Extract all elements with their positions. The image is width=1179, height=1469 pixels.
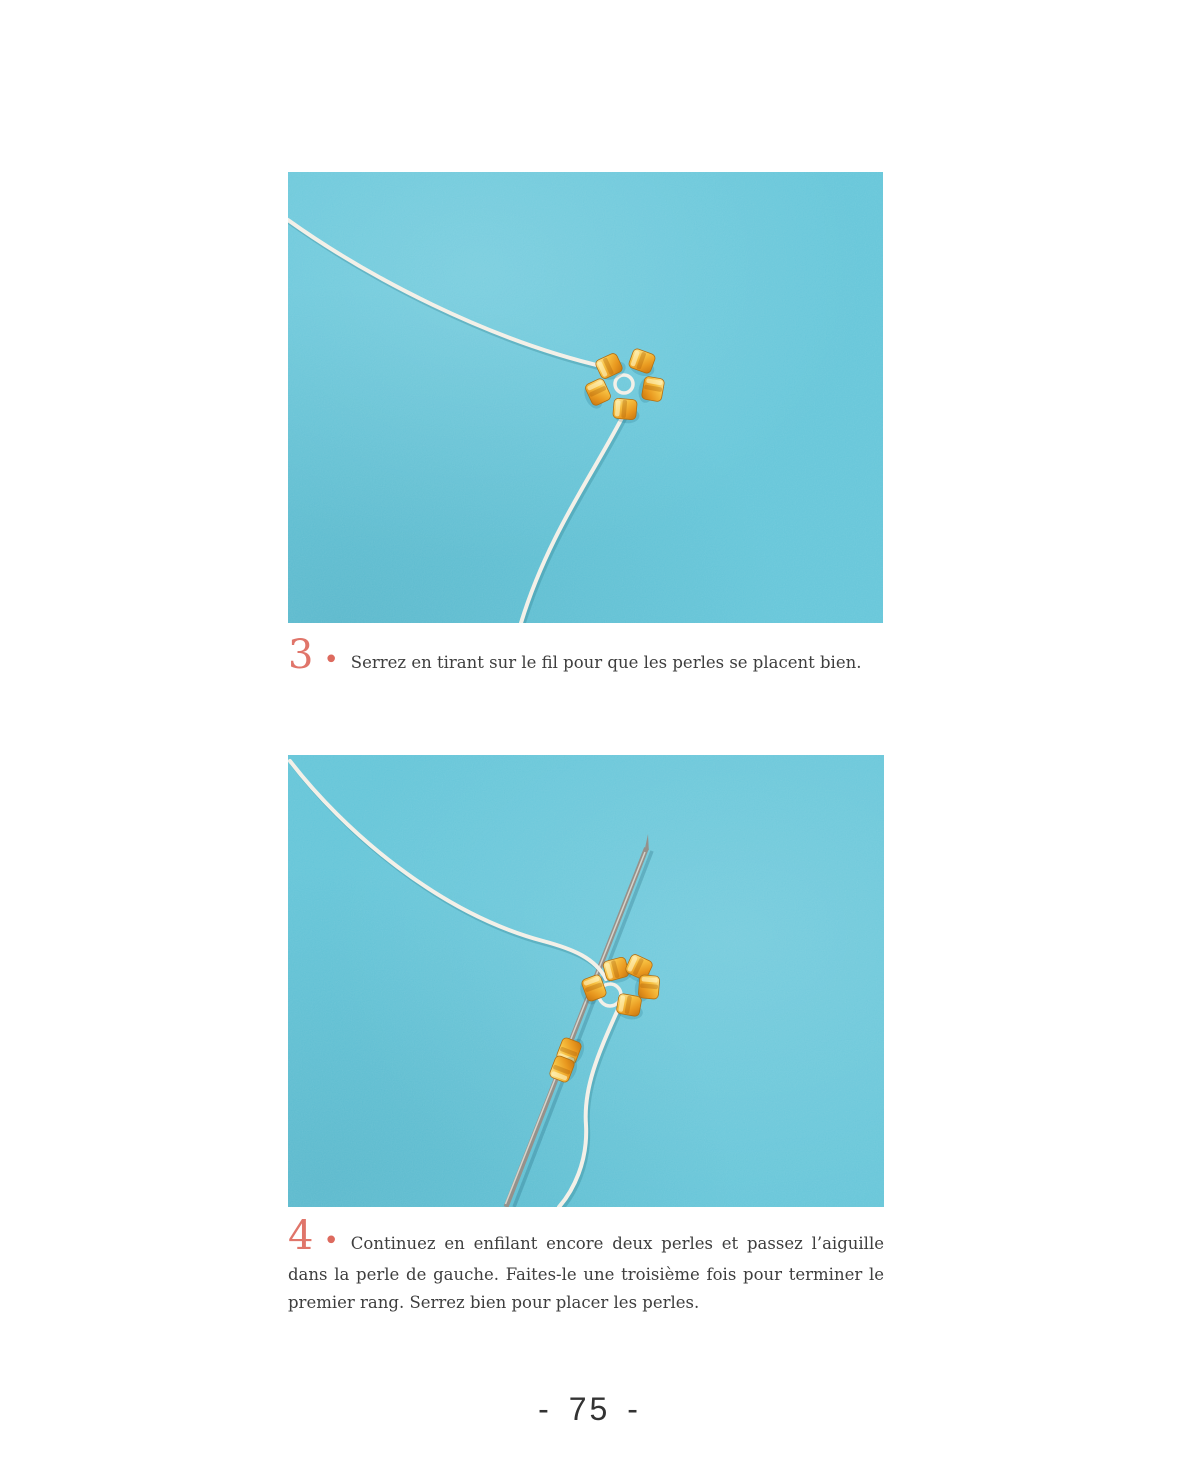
step-4-caption xyxy=(288,1215,884,1317)
page-number: - 75 - xyxy=(538,1391,641,1427)
bullet-icon: • xyxy=(323,1226,339,1256)
step-text-line: dans la perle de gauche. Faites-le une troisième fois pour terminer le xyxy=(288,1265,884,1284)
step-number: 4 xyxy=(288,1213,314,1259)
photo-step-4 xyxy=(288,755,884,1207)
step-number: 3 xyxy=(288,632,314,678)
beading-photo-illustration xyxy=(288,172,883,623)
step-text-line: premier rang. Serrez bien pour placer les perles. xyxy=(288,1293,700,1312)
bullet-icon: • xyxy=(323,645,339,675)
step-3-caption xyxy=(288,634,884,680)
step-text-line: Continuez en enfilant encore deux perles et passez l’aiguille xyxy=(350,1234,884,1253)
step-text-line: Serrez en tirant sur le fil pour que les perles se placent bien. xyxy=(350,653,862,672)
photo-step-3 xyxy=(288,172,883,623)
beading-photo-illustration xyxy=(288,755,884,1207)
